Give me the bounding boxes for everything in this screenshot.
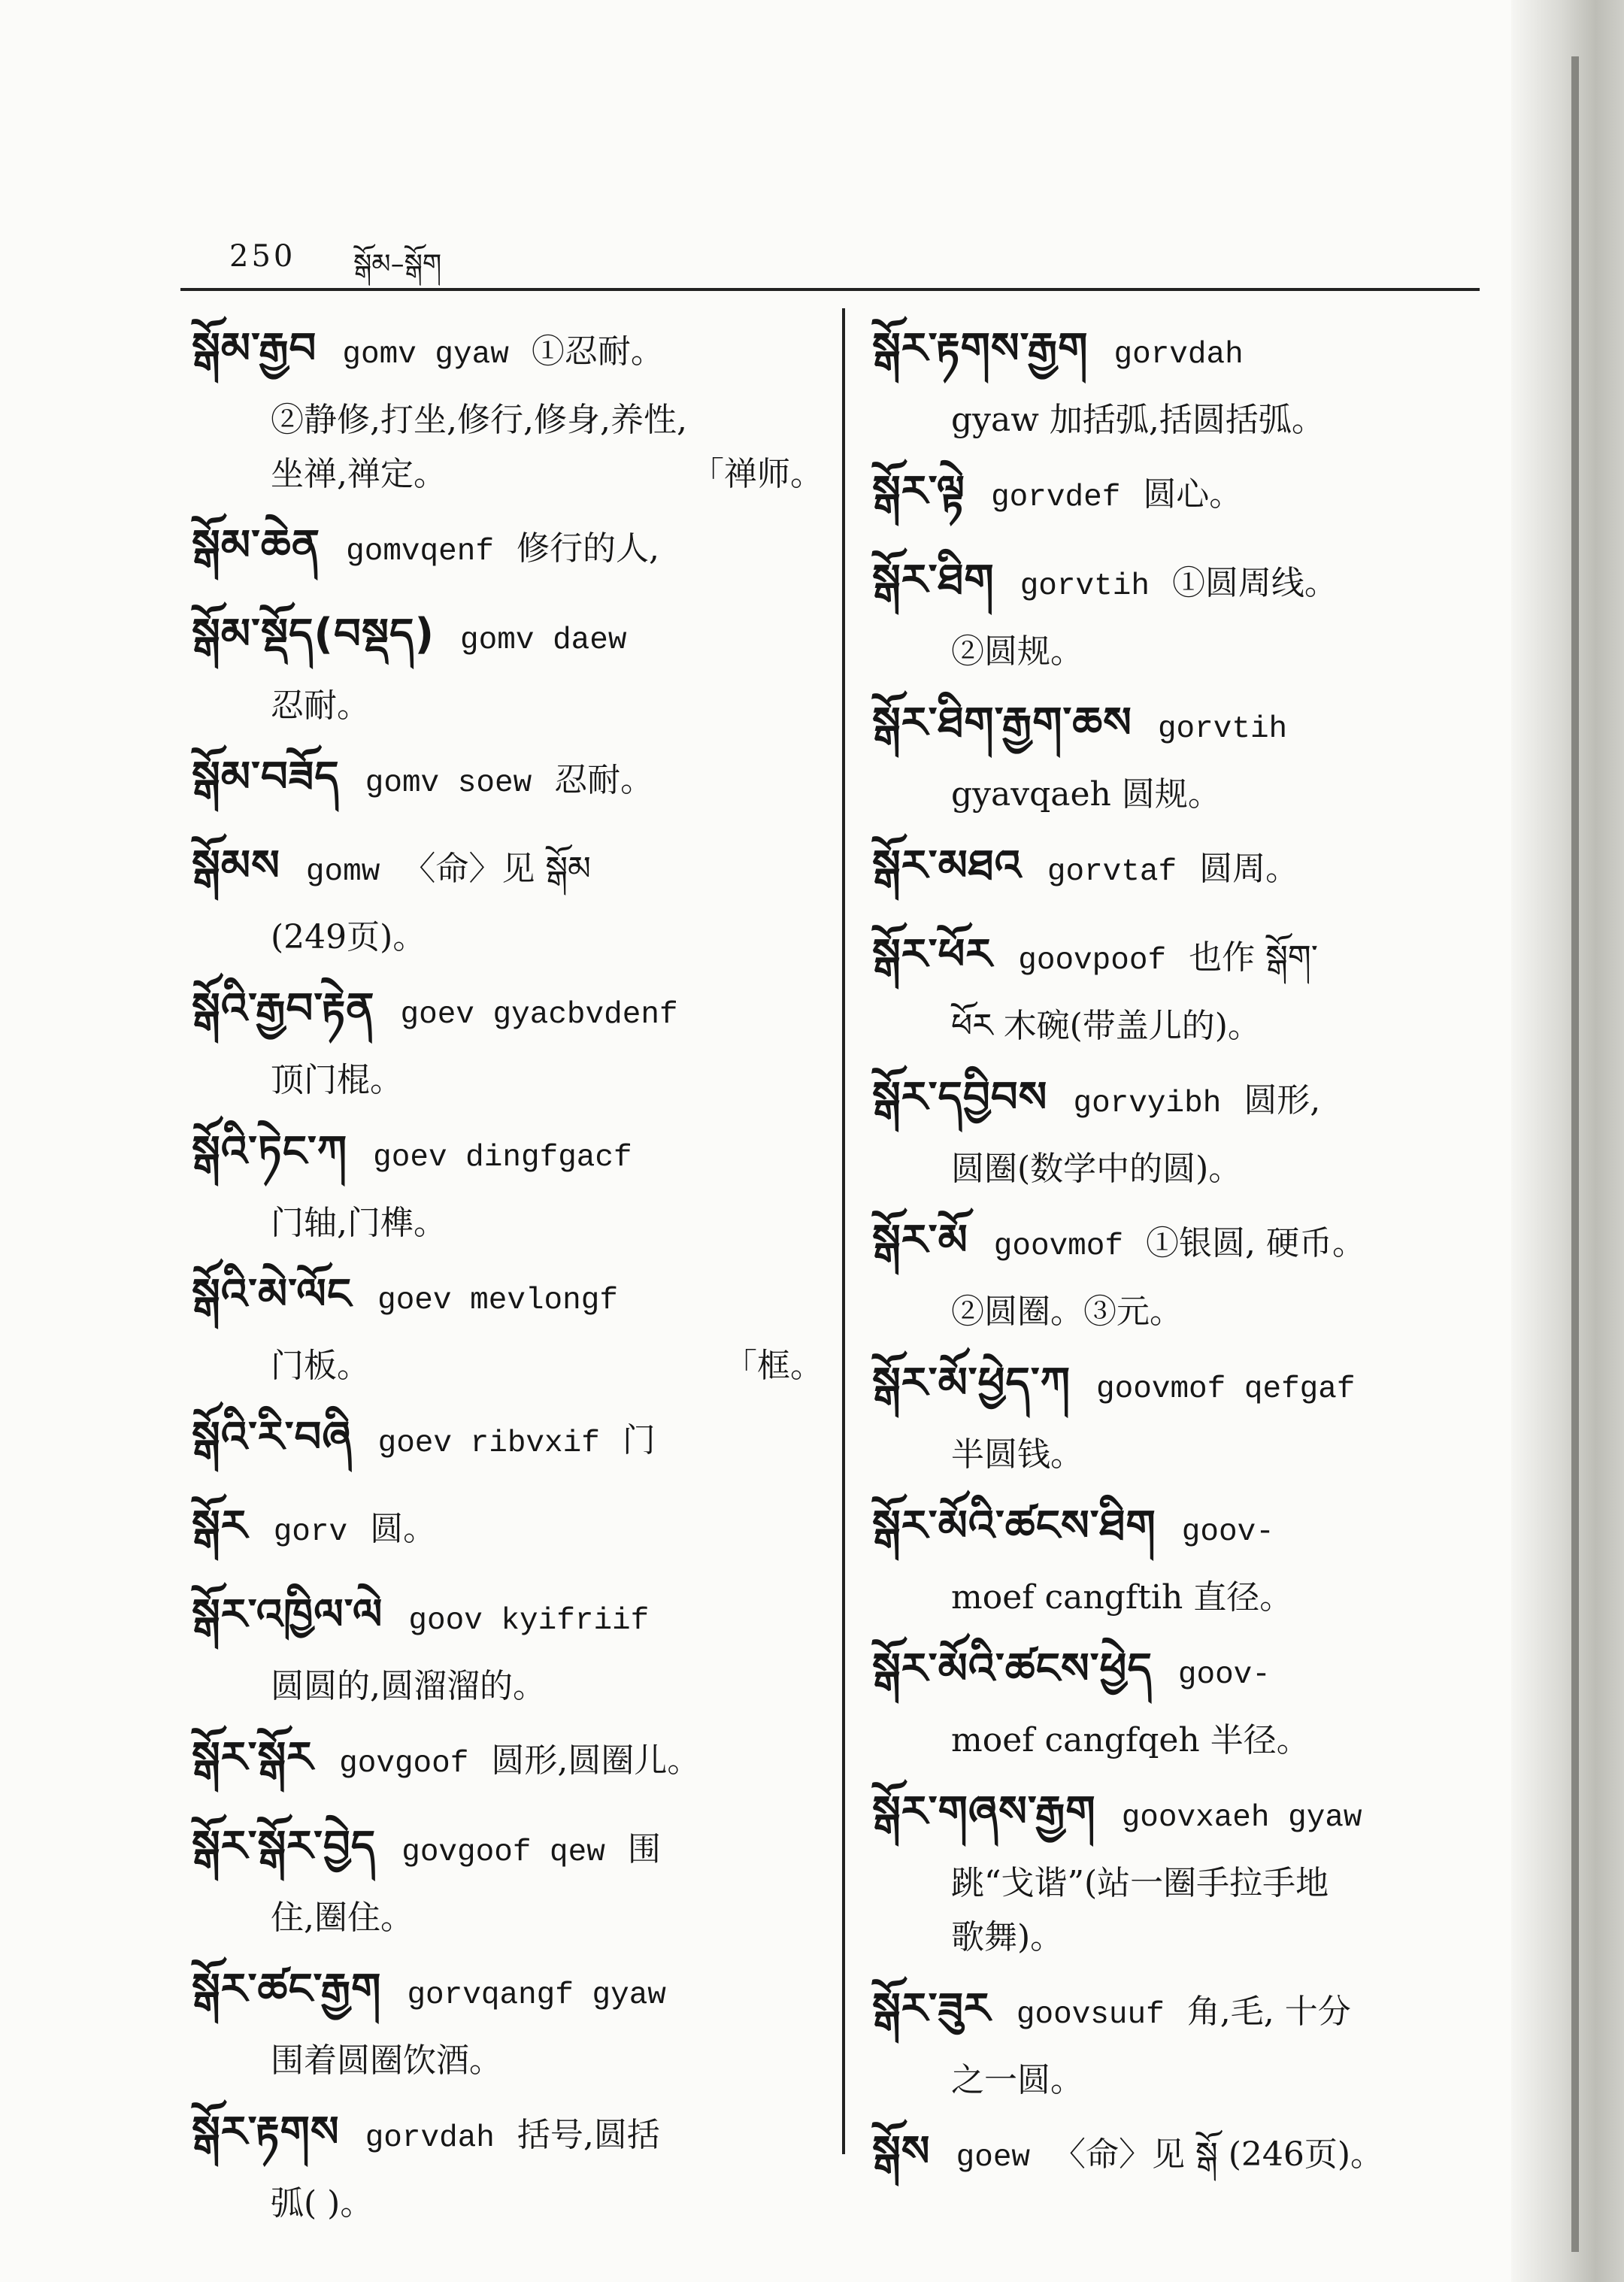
dictionary-entry (192, 1482, 823, 1571)
definition: 修行的人, (516, 529, 659, 568)
romanization: goev dingfgacf (373, 1141, 632, 1175)
tibetan-headword: སྒོའི་ཏེང་ཀ (192, 1127, 348, 1176)
romanization: goovsuuf (1016, 1998, 1165, 2032)
tibetan-headword: སྒོའི་རྒྱབ་རྟེན (192, 984, 375, 1033)
dictionary-entry (192, 1945, 823, 2088)
dictionary-entry (872, 1965, 1496, 2108)
tibetan-headword: སྒོམ་ཆེན (192, 521, 321, 570)
spine-shadow (1571, 56, 1579, 2252)
romanization: gorvqangf gyaw (407, 1978, 666, 2013)
tibetan-headword: སྒོར་ཐིག་རྒྱག་ཆས (872, 699, 1132, 747)
tibetan-headword: སྒོའི་མེ་ལོང (192, 1270, 353, 1319)
tibetan-headword: སྒོར (192, 1502, 248, 1550)
column-divider (842, 308, 845, 2154)
definition: 圆。 (370, 1510, 437, 1548)
definition-continuation: 忍耐。 (271, 686, 370, 725)
right-column (872, 305, 1496, 2196)
dictionary-entry (872, 679, 1496, 822)
entry-headline (192, 1482, 823, 1571)
entry-headline (192, 590, 823, 679)
dictionary-entry (192, 1108, 823, 1250)
definition: ①圆周线。 (1171, 564, 1338, 602)
entry-headline (872, 911, 1496, 999)
definition-continuation: 圆圆的,圆溜溜的。 (271, 1667, 546, 1705)
romanization: gorvdah (1113, 338, 1244, 372)
dictionary-entry (192, 965, 823, 1108)
definition: 门 (622, 1421, 656, 1459)
romanization: goovxaeh gyaw (1121, 1801, 1362, 1835)
tibetan-headword: སྒོར་ལྟེ (872, 467, 966, 516)
definition: 也作 སྒོག་ (1189, 938, 1318, 977)
dictionary-entry (872, 1053, 1496, 1196)
entry-headline (872, 822, 1496, 911)
dictionary-entry (192, 1393, 823, 1482)
definition-continuation: gyavqaeh 圆规。 (951, 775, 1221, 814)
tibetan-headword: སྒོས (872, 2127, 931, 2176)
continued-note: 「禅师。 (691, 455, 823, 493)
romanization: goew (956, 2141, 1031, 2175)
header-rule (180, 288, 1480, 291)
definition-continuation: 圆圈(数学中的圆)。 (951, 1150, 1242, 1188)
dictionary-entry (872, 1482, 1496, 1625)
tibetan-headword: སྒོམ་སྡོད(བསྡད) (192, 610, 435, 659)
dictionary-entry (192, 502, 823, 590)
definition-continuation: 跳“戈谐”(站一圈手拉手地 (951, 1864, 1329, 1902)
entry-headline (192, 1250, 823, 1339)
dictionary-entry (872, 2108, 1496, 2196)
tibetan-headword: སྒོམ་རྒྱབ (192, 324, 317, 373)
entry-headline (192, 1945, 823, 2034)
romanization: gomv daew (460, 623, 627, 658)
romanization: goev gyacbvdenf (400, 998, 678, 1032)
definition-continuation: 半圆钱。 (951, 1435, 1083, 1474)
tibetan-headword: སྒོར་ཚང་རྒྱག (192, 1965, 382, 2014)
tibetan-headword: སྒོར་མོ (872, 1216, 968, 1265)
entry-headline (872, 447, 1496, 536)
definition-continuation: ཕོར 木碗(带盖儿的)。 (951, 1007, 1261, 1045)
entry-headline (872, 1965, 1496, 2053)
entry-headline (192, 1571, 823, 1659)
dictionary-entry (872, 1196, 1496, 1339)
entry-headline (872, 1339, 1496, 1428)
entry-headline (872, 2108, 1496, 2196)
definition-continuation: ②圆圈。③元。 (951, 1293, 1183, 1331)
dictionary-entry (192, 1802, 823, 1945)
romanization: goov kyifriif (408, 1604, 650, 1638)
entry-headline (872, 1768, 1496, 1856)
definition-continuation: (249页)。 (271, 918, 426, 956)
entry-headline (192, 822, 823, 911)
romanization: gomvqenf (346, 535, 494, 569)
entry-headline (872, 679, 1496, 768)
romanization: goev mevlongf (377, 1283, 618, 1318)
dictionary-entry (192, 305, 823, 502)
dictionary-entry (192, 590, 823, 733)
scan-edge (1511, 0, 1624, 2282)
tibetan-headword: སྒོར་མཐའ (872, 841, 1022, 890)
romanization: gorvyibh (1073, 1086, 1222, 1121)
definition: 括号,圆括 (517, 2116, 660, 2154)
tibetan-headword: སྒོར་སྒོར་བྱེད (192, 1822, 377, 1871)
romanization: goov- (1181, 1515, 1274, 1550)
definition: 圆心。 (1143, 475, 1243, 514)
romanization: gomv gyaw (342, 338, 509, 372)
tibetan-headword: སྒོམས (192, 841, 280, 890)
tibetan-headword: སྒོར་སྒོར (192, 1733, 314, 1782)
tibetan-headword: སྒོར་དབྱིབས (872, 1073, 1048, 1122)
dictionary-entry (192, 1714, 823, 1802)
tibetan-headword: སྒོམ་བཟོད (192, 753, 340, 802)
dictionary-entry (192, 733, 823, 822)
entry-headline (872, 305, 1496, 393)
entry-headline (872, 536, 1496, 625)
entry-headline (872, 1196, 1496, 1285)
dictionary-entry (872, 1339, 1496, 1482)
definition: 圆形,圆圈儿。 (491, 1741, 701, 1780)
romanization: gorv (273, 1515, 348, 1550)
dictionary-entry (872, 911, 1496, 1053)
definition: ①忍耐。 (531, 332, 664, 371)
definition: 角,毛, 十分 (1186, 1993, 1351, 2031)
dictionary-entry (192, 822, 823, 965)
romanization: gorvdah (365, 2121, 495, 2156)
entry-headline (192, 1108, 823, 1196)
tibetan-headword: སྒོར་འཁྱིལ་ལེ (192, 1590, 383, 1639)
definition-continuation: 「框。 门板。 (192, 1339, 823, 1393)
definition-continuation: ②静修,打坐,修行,修身,养性, (271, 401, 687, 439)
definition: 圆形, (1244, 1081, 1321, 1120)
tibetan-headword: སྒོར་མོ་ཕྱེད་ཀ (872, 1359, 1071, 1408)
definition-continuation: gyaw 加括弧,括圆括弧。 (951, 401, 1325, 439)
tibetan-headword: སྒོར་རྟགས་རྒྱག (872, 324, 1089, 373)
dictionary-entry (872, 822, 1496, 911)
romanization: gomw (305, 855, 380, 889)
entry-headline (192, 305, 823, 393)
dictionary-entry (872, 447, 1496, 536)
tibetan-headword: སྒོར་ཕོར (872, 930, 993, 979)
romanization: goovmof qefgaf (1096, 1372, 1356, 1407)
romanization: gomv soew (365, 766, 532, 801)
entry-headline (192, 1714, 823, 1802)
romanization: gorvdef (991, 480, 1121, 515)
definition-continuation: moef cangftih 直径。 (951, 1578, 1293, 1617)
dictionary-entry (872, 1625, 1496, 1768)
definition-continuation: 歌舞)。 (951, 1918, 1064, 1956)
entry-headline (192, 733, 823, 822)
entry-headline (192, 2088, 823, 2177)
entry-headline (872, 1053, 1496, 1142)
romanization: goovpoof (1018, 944, 1167, 978)
romanization: goev ribvxif (377, 1426, 600, 1461)
definition: 围 (627, 1830, 661, 1868)
definition-continuation: 弧( )。 (271, 2184, 374, 2223)
entry-headline (192, 965, 823, 1053)
definition: 圆周。 (1199, 850, 1299, 888)
definition-continuation: 之一圆。 (951, 2061, 1083, 2099)
entry-headline (192, 1393, 823, 1482)
tibetan-headword: སྒོའི་རི་བཞི (192, 1413, 353, 1462)
tibetan-headword: སྒོར་རྟགས (192, 2108, 340, 2156)
dictionary-entry (192, 1571, 823, 1714)
romanization: goov- (1177, 1658, 1271, 1693)
romanization: gorvtih (1157, 712, 1288, 747)
entry-headline (872, 1625, 1496, 1714)
dictionary-entry (192, 1250, 823, 1393)
entry-headline (192, 502, 823, 590)
definition-continuation: ②圆规。 (951, 632, 1083, 671)
romanization: govgoof (339, 1747, 469, 1781)
definition-continuation: 住,圈住。 (271, 1899, 414, 1937)
dictionary-entry (872, 536, 1496, 679)
definition-continuation: 顶门棍。 (271, 1061, 403, 1099)
running-head: སྒོམ–སྒོག (353, 249, 442, 280)
definition: ①银圆, 硬币。 (1146, 1224, 1365, 1262)
romanization: goovmof (993, 1229, 1123, 1264)
left-column (192, 305, 823, 2231)
tibetan-headword: སྒོར་ཐིག (872, 556, 995, 605)
page-number: 250 (229, 239, 296, 274)
tibetan-headword: སྒོར་གཞས་རྒྱག (872, 1787, 1096, 1836)
definition: 〈命〉见 སྒོམ (402, 850, 591, 888)
dictionary-entry (192, 2088, 823, 2231)
definition-continuation: 「禅师。 坐禅,禅定。 (192, 447, 823, 502)
dictionary-entry (872, 305, 1496, 447)
continued-note: 「框。 (724, 1347, 823, 1385)
definition-continuation: moef cangfqeh 半径。 (951, 1721, 1310, 1759)
tibetan-headword: སྒོར་མོའི་ཚངས་ཕྱེད (872, 1644, 1153, 1693)
dictionary-entry (872, 1768, 1496, 1965)
definition-continuation: 门轴,门榫。 (271, 1204, 447, 1242)
tibetan-headword: སྒོར་ཟུར (872, 1984, 991, 2033)
romanization: govgoof qew (401, 1835, 605, 1870)
entry-headline (192, 1802, 823, 1891)
definition-continuation: 围着圆圈饮酒。 (271, 2041, 502, 2080)
romanization: gorvtaf (1047, 855, 1177, 889)
romanization: gorvtih (1020, 569, 1150, 604)
entry-headline (872, 1482, 1496, 1571)
tibetan-headword: སྒོར་མོའི་ཚངས་ཐིག (872, 1502, 1156, 1550)
definition: 〈命〉见 སྒོ (246页)。 (1053, 2135, 1384, 2174)
definition: 忍耐。 (554, 761, 654, 799)
